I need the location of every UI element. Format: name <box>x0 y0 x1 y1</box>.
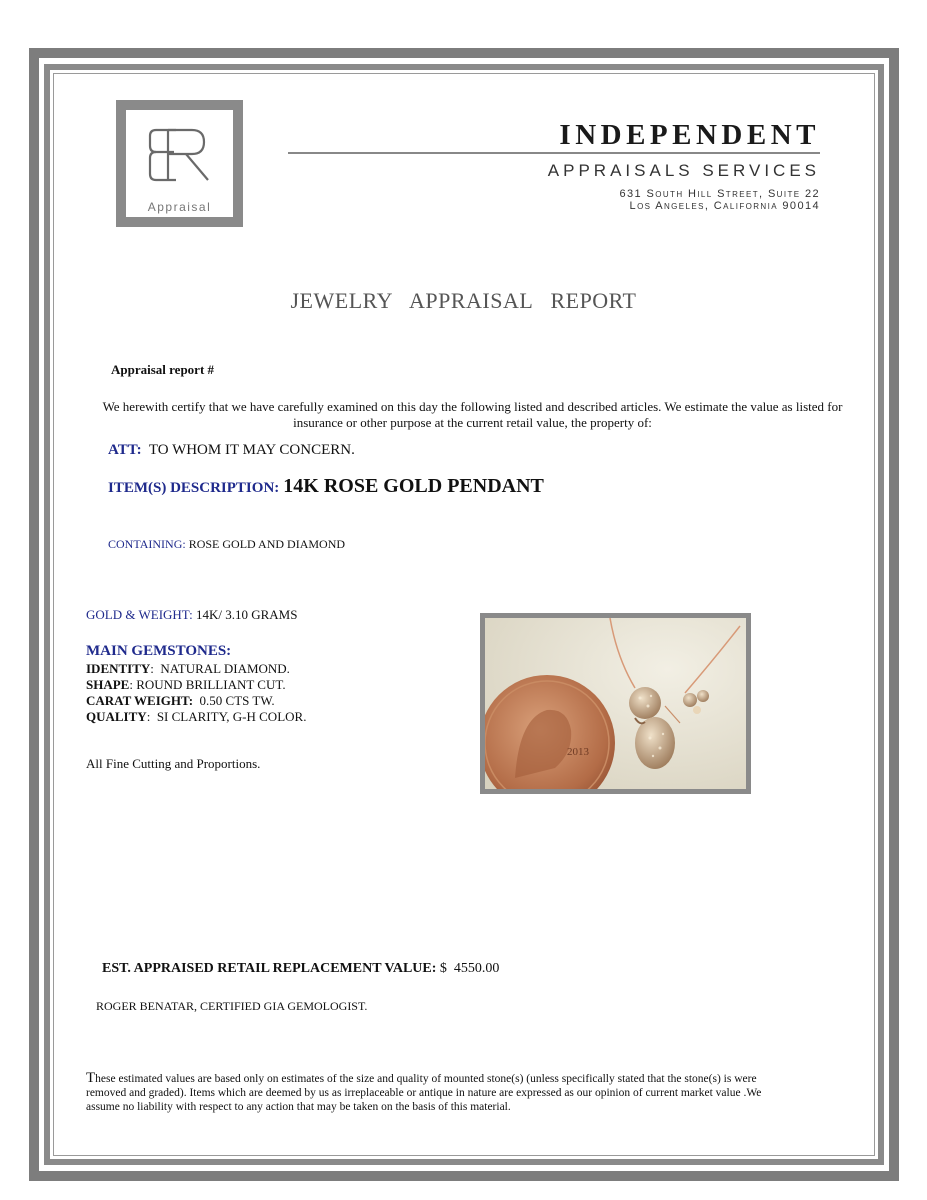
carat-weight-label: CARAT WEIGHT: <box>86 693 194 708</box>
report-title: JEWELRY APPRAISAL REPORT <box>290 288 637 313</box>
item-description-line <box>108 475 544 498</box>
company-name: INDEPENDENT <box>559 119 820 151</box>
coin-year: 2013 <box>567 746 589 758</box>
header-divider <box>288 152 820 154</box>
logo-caption: Appraisal <box>147 200 212 214</box>
address-line-1: 631 South Hill Street, Suite 22 <box>619 188 820 200</box>
company-subtitle: APPRAISALS SERVICES <box>547 161 820 180</box>
disclaimer-initial: T <box>86 1070 96 1086</box>
disclaimer <box>86 1071 786 1114</box>
gemologist-signature-line: ROGER BENATAR, CERTIFIED GIA GEMOLOGIST. <box>96 999 368 1013</box>
pendant-image <box>485 618 746 789</box>
report-number-label: Appraisal report # <box>111 362 215 377</box>
carat-weight-value: 0.50 CTS TW. <box>199 693 275 708</box>
quality-line: QUALITY: SI CLARITY, G-H COLOR. <box>86 709 307 724</box>
er-monogram-icon <box>146 124 214 186</box>
gold-weight-value: 14K/ 3.10 GRAMS <box>195 607 298 622</box>
att-label: ATT: <box>108 442 142 458</box>
att-line <box>108 442 355 459</box>
address-line-2: Los Angeles, California 90014 <box>629 200 820 212</box>
gold-weight-label: GOLD & WEIGHT: <box>86 607 193 622</box>
quality-label: QUALITY <box>86 709 147 724</box>
containing-line <box>108 537 345 552</box>
appraised-value-label: EST. APPRAISED RETAIL REPLACEMENT VALUE: <box>102 961 437 976</box>
identity-value: NATURAL DIAMOND. <box>160 661 290 676</box>
main-gemstones-heading: MAIN GEMSTONES: <box>86 643 232 659</box>
certification-text: We herewith certify that we have carefully examined on this day the following listed and described articles. We estimate the value as listed for insurance or other purpose at the current retail value, the property of: <box>102 399 843 430</box>
identity-line: IDENTITY: NATURAL DIAMOND. <box>86 661 290 676</box>
shape-line: SHAPE: ROUND BRILLIANT CUT. <box>86 677 286 692</box>
shape-label: SHAPE <box>86 677 130 692</box>
appraised-value-amount: 4550.00 <box>453 961 500 976</box>
carat-weight-line <box>86 693 275 709</box>
item-description-label: ITEM(S) DESCRIPTION: <box>108 480 280 496</box>
disclaimer-text: hese estimated values are based only on estimates of the size and quality of mounted stone(s) (unless specifically stated that the stone(s) is were removed and graded). Items which are deemed by us as irreplaceable or antique in nature are expressed as our opinion of current market value .We assume no liability with respect to any action that may be taken on the basis of this material. <box>86 1073 762 1113</box>
containing-value: ROSE GOLD AND DIAMOND <box>188 537 346 551</box>
gold-weight-line <box>86 607 297 623</box>
att-value: TO WHOM IT MAY CONCERN. <box>148 442 355 458</box>
identity-label: IDENTITY <box>86 661 151 676</box>
item-description-value: 14K ROSE GOLD PENDANT <box>283 475 544 497</box>
appraised-value-currency: $ <box>439 961 447 976</box>
containing-label: CONTAINING: <box>108 537 186 551</box>
proportions-note: All Fine Cutting and Proportions. <box>86 756 261 771</box>
appraised-value-line <box>102 961 499 977</box>
er-appraisal-logo <box>116 100 243 227</box>
pendant-photo <box>480 613 751 794</box>
quality-value: SI CLARITY, G-H COLOR. <box>156 709 307 724</box>
shape-value: ROUND BRILLIANT CUT. <box>136 677 286 692</box>
